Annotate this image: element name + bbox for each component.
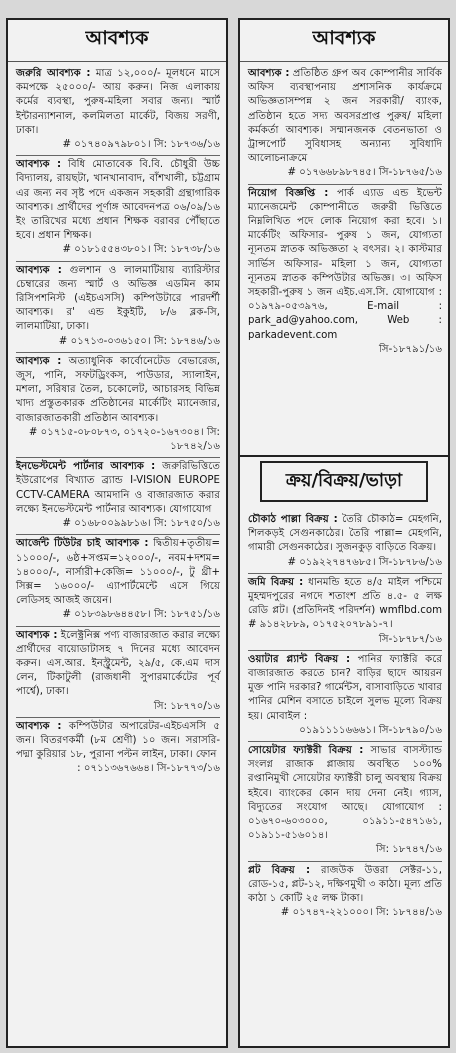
column-header: ক্রয়/বিক্রয়/ভাড়া [260,461,428,502]
ad-title: নিয়োগ বিজ্ঞপ্তি : [248,187,329,199]
classified-ad [248,862,442,924]
classified-ad [248,511,442,574]
column-right-bottom [238,455,450,1048]
ad-contact: : ০৭১১৩৬৭৬৬৪। সি-১৮৭৭৩/১৬ [77,763,220,775]
top-strip [0,0,456,14]
ad-contact: # ০১৮৩৯৮৬৪৪৫৮। সি: ১৮৭৫১/১৬ [62,609,220,621]
ad-contact: # ০১৭৪০৯৭৯৮০১। সি: ১৮৭৩৬/১৬ [62,139,220,151]
column-right-top [238,18,450,466]
ad-title: ইনভেস্টমেন্ট পার্টনার আবশ্যক : [16,461,156,473]
ad-contact: # ০১৬৮০০৯৯৮১৬। সি: ১৮৭৫০/১৬ [62,518,220,530]
classified-ad [16,262,220,353]
ad-contact: # ০১৯২২৭৪৭৬৮৫। সি-১৮৭৮৬/১৬ [287,556,442,568]
classified-ad [248,651,442,742]
ad-text: সাভার বাসস্ট্যান্ড সংলগ্ন রাজাক প্লাজায় অবস্থিত ১০০% রপ্তানিমুখী সোয়েটার ফ্যাক্টরী চালু অবস্থায় বিক্রয় হইবে। ব্যাংকের কোন দায় দেনা নেই। গ্যাস, বিদ্যুতের সংযোগ আছে। যোগাযোগ : ০১৬৭০-৬০৩০০০, ০১৯১১-৫৪৭১৬১, ০১৯১১-৫১৬০১৪। [248,745,443,842]
classified-ad [248,185,442,360]
ad-text: গুলশান ও লালমাটিয়ায় ব্যারিস্টার চেম্বারের জন্য স্মার্ট ও অভিজ্ঞ এডমিন কাম রিসিপশনিস্ট (এইচএসসি) কম্পিউটারে পারদর্শী আবশ্যক। র' এন্ড ইকুইটি, ৮/৬ ব্লক-সি, লালমাটিয়া, ঢাকা। [16,264,220,333]
ad-text: অত্যাধুনিক কার্বোনেটেড বেভারেজ, জুস, পানি, সফটড্রিংকস, পাউডার, স্যালাইন, মশলা, সরিষার তৈল, চকোলেট, আচারসহ বিভিন্ন খাদ্য প্রস্তুতকারক প্রতিষ্ঠানের মার্কেটিং ম্যানেজার, বাজারজাতকারী প্রতিষ্ঠান আবশ্যক। [16,355,220,424]
ad-title: ওয়াটার প্ল্যান্ট বিক্রয় : [248,653,351,665]
ad-text: তৈরি চৌকাঠ= মেহগনি, শিলকড়ই সেগুনকাঠের। তৈরি পাল্লা= মেহগনি, গামারী সেগুনকাঠের। সুজনকুড় বাড়িতে বিক্রয়। [248,514,442,554]
ads-list [240,62,448,360]
ad-contact: সি: ১৮৭৭০/১৬ [153,700,220,712]
ad-title: সোয়েটার ফ্যাক্টরী বিক্রয় : [248,745,364,757]
column-header: আবশ্যক [240,20,448,62]
ad-title: জরুরি আবশ্যক : [16,68,91,79]
column-left [6,18,228,1048]
ad-contact: # ০১৭১৫-০৮০৮৭৩, ০১৭২০-১৬৭৩০৪। সি: ১৮৭৪২/১৬ [28,426,220,453]
classified-ad [16,535,220,626]
classified-ad [16,458,220,535]
ad-title: আবশ্যক : [16,720,62,732]
classified-ad [248,574,442,651]
ads-list [8,62,226,780]
ads-list [240,508,448,923]
ad-title: আবশ্যক : [16,159,62,171]
ad-contact: সি-১৮৭৮৭/১৬ [378,633,442,645]
ad-text: মাত্র ১২,০০০/- মূলধনে মাসে কমপক্ষে ২৫০০০/- আয় করুন। নিজ এলাকায় কর্মের ব্যবস্থা, পুরুষ-মহিলা সবার জন্য। স্মার্ট ইন্টারন্যাশনাল, কলমিলতা মার্কেট, বিজয় সরণী, ঢাকা। [16,68,220,136]
ad-title: আবশ্যক : [16,629,58,641]
column-header: আবশ্যক [8,20,226,62]
ad-text: দ্বিতীয়+তৃতীয়= ১১০০০/-, ৬ষ্ঠ+সপ্তম=১২০০০/-, নবম+দশম= ১৪০০০/-, নার্সারী+কেজি= ১১০০০/-, টু থ্রী+ সিক্স= ১৬০০০/- এ্যাপার্টমেন্টে এসে গিয়ে লেডিসহ আজই জয়েন। [16,538,220,607]
ad-title: আবশ্যক : [248,68,290,79]
ad-text: ইলেক্ট্রনিক্স পণ্য বাজারজাত করার লক্ষ্যে প্রার্থীদের বায়োডাটাসহ ৭ দিনের মধ্যে আবেদন করুন। এস.আর. ইনস্ট্রুমেন্ট, ২৯/৫, কে.এম দাস লেন, টিকাটুলী (রাজধানী সুপারমার্কেটের পূর্ব পার্শ্বে), ঢাকা। [16,629,220,698]
ad-text: পার্ক এ্যাড এন্ড ইভেন্ট ম্যানেজমেন্ট কোম্পানীতে জরুরী ভিত্তিতে নিম্নলিখিত পদে লোক নিয়োগ করা হবে। ১। মার্কেটিং অফিসার- পুরুষ ১ জন, যোগ্যতা ন্যূনতম স্নাতক অভিজ্ঞতা ২ বৎসর। ২। কাস্টমার সার্ভিস অফিসার- মহিলা ১ জন, যোগ্যতা ন্যূনতম স্নাতক কম্পিউটার অভিজ্ঞ। ৩। অফিস সহকারী-পুরুষ ১ জন এইচ.এস.সি. যোগাযোগ : ০১৯৭৯-০৫৩৯৭৬, E-mail : park_ad@yahoo.com, Web : parkadevent.com [248,187,442,341]
ad-text: জরুরিভিত্তিতে ইউরোপের বিখ্যাত ব্র্যান্ড I-VISION EUROPE CCTV-CAMERA আমদানি ও বাজারজাত করার লক্ষ্যে ইনভেস্টমেন্ট পার্টনার আবশ্যক। যোগাযোগ [16,461,220,515]
ad-title: জমি বিক্রয় : [248,576,304,588]
ad-contact: # ০১৭৪৭-২২১০০০। সি: ১৮৭৪৪/১৬ [280,907,442,919]
ad-contact: ০১৯১১১১৬৬৬১। সি-১৮৭৯০/১৬ [299,724,442,736]
ad-title: আবশ্যক : [16,264,62,276]
classified-ad [16,353,220,458]
ad-title: প্লট বিক্রয় : [248,864,311,876]
ad-text: প্রতিষ্ঠিত গ্রুপ অব কোম্পানীর সার্বিক অফিস ব্যবস্থাপনায় প্রশাসনিক কার্যক্রমে অভিজ্ঞতাসম্পন্ন ২ জন সরকারী/ ব্যাংক, প্রতিষ্ঠান হতে সদ্য অবসরপ্রাপ্ত পুরুষ/ মহিলা কর্মকর্তা আবশ্যক। সম্মানজনক বেতনভাতা ও ট্রান্সপোর্ট সুবিধাসহ অন্যান্য সুবিধাদি আলোচনাক্রমে [248,68,442,165]
classified-ad [16,156,220,261]
ad-contact: সি: ১৮৭৪৭/১৬ [375,844,442,856]
classified-ad [248,742,442,862]
ad-text: কম্পিউটার অপারেটর-এইচএসসি ৫ জন। বিতরণকর্মী (৮ম শ্রেণী) ১০ জন। সরাসরি- পদ্মা কুরিয়ার ১৮, পুরানা পল্টন লাইন, ঢাকা। ফোন [16,720,220,761]
ad-contact: # ০১৮১৫৫৪৩৮০১। সি: ১৮৭৩৮/১৬ [62,244,220,256]
classified-ad [16,65,220,156]
classified-ad [16,718,220,780]
ad-title: চৌকাঠ পাল্লা বিক্রয় : [248,514,338,525]
ad-title: আর্জেন্ট টিউটর চাই আবশ্যক : [16,538,149,550]
ad-text: রাজউক উত্তরা সেক্টর-১১, রোড-১৫, প্লট-১২, দক্ষিণমুখী ৩ কাঠা। মূল্য প্রতি কাঠা ১ কোটি ২৫ লক্ষ টাকা। [248,864,442,905]
ad-text: ধানমন্ডি হতে ৪/৫ মাইল পশ্চিমে মুহম্মদপুরের নগদে শতাংশ প্রতি ৪.৫- ৫ লক্ষ রেডি প্লট। (প্রতিদিনই পরিদর্শন) wmflbd.com # ৯১৪২৮৮৯, ০১৭৫২০৭৮৯১-৭। [248,576,442,631]
ad-text: পানির ফ্যাক্টরি করে বাজারজাত করতে চান? বাড়ির ছাদে আয়রন মুক্ত পানি দরকার? গার্মেন্টস, বাসাবাড়িতে খাবার পানির মেশিন বসাতে চাইলে সুলভ মূল্যে বিক্রয় হয়। মোবাইল : [248,653,442,722]
classified-ad [248,65,442,185]
ad-contact: সি-১৮৭৯১/১৬ [378,343,442,355]
classified-ad [16,627,220,718]
ad-contact: # ০১৭৬৬৮৯৮৭৪৫। সি-১৮৭৬৫/১৬ [287,167,442,179]
ad-title: আবশ্যক : [16,355,62,367]
ad-contact: # ০১৭১৩-০৩৬১৫০। সি: ১৮৭৪৬/১৬ [58,335,220,347]
ad-text: বিধি মোতাবেক বি.বি. চৌধুরী উচ্চ বিদ্যালয়, রায়ছটা, খানখানাবাদ, বাঁশখালী, চট্টগ্রাম এর জন্য নব সৃষ্ট পদে একজন সহকারী গ্রন্থাগারিক আবশ্যক। প্রার্থীদের পূর্ণাঙ্গ আবেদনপত্র ০৬/০৯/১৬ ইং তারিখের মধ্যে প্রধান শিক্ষক বরাবর পৌঁছাতে হবে। প্রধান শিক্ষক। [16,159,220,242]
